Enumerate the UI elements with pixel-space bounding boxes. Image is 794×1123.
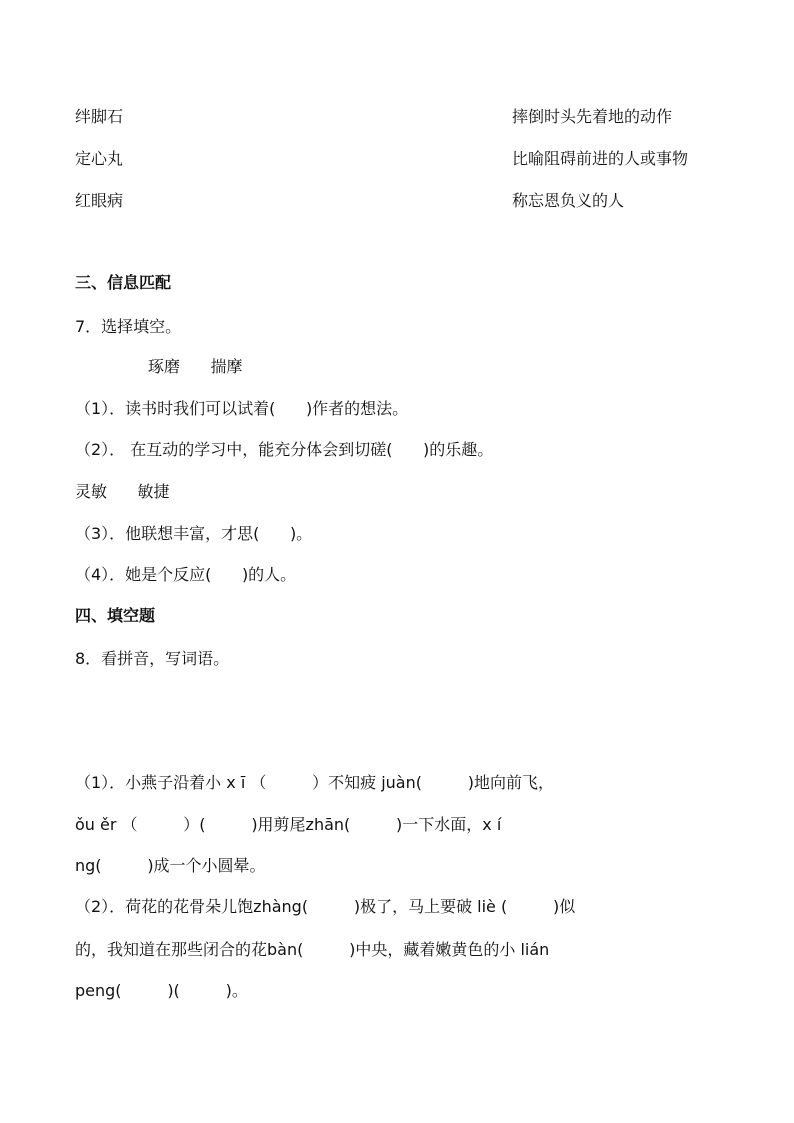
match-right-item: 称忘恩负义的人 — [512, 191, 625, 210]
word-choices: 琢磨 揣摩 — [148, 357, 243, 376]
match-left-item: 绊脚石 — [75, 107, 124, 126]
question-text-line: peng( )( )。 — [75, 981, 248, 1000]
question-title: 8．看拼音，写词语。 — [75, 649, 230, 668]
question-item: （1）．读书时我们可以试着( )作者的想法。 — [75, 399, 409, 418]
question-text-line: （2）．荷花的花骨朵儿饱zhàng( )极了，马上要破 liè ( )似 — [75, 897, 576, 916]
section-heading: 三、信息匹配 — [75, 273, 172, 292]
match-left-item: 红眼病 — [75, 191, 124, 210]
word-choices: 灵敏 敏捷 — [75, 482, 170, 501]
match-right-item: 比喻阻碍前进的人或事物 — [512, 149, 689, 168]
question-text-line: ǒu ěr （ ）( )用剪尾zhān( )一下水面，x í — [75, 815, 502, 834]
question-item: （3）．他联想丰富，才思( )。 — [75, 524, 313, 543]
question-item: （2）． 在互动的学习中，能充分体会到切磋( )的乐趣。 — [75, 440, 494, 459]
match-left-item: 定心丸 — [75, 149, 124, 168]
question-item: （4）．她是个反应( )的人。 — [75, 565, 297, 584]
question-text-line: 的，我知道在那些闭合的花bàn( )中央，藏着嫩黄色的小 lián — [75, 940, 550, 959]
question-title: 7．选择填空。 — [75, 317, 182, 336]
question-text-line: ng( )成一个小圆晕。 — [75, 856, 266, 875]
match-right-item: 摔倒时头先着地的动作 — [512, 107, 673, 126]
question-text-line: （1）．小燕子沿着小 x ī （ ）不知疲 juàn( )地向前飞， — [75, 773, 555, 792]
section-heading: 四、填空题 — [75, 606, 156, 625]
